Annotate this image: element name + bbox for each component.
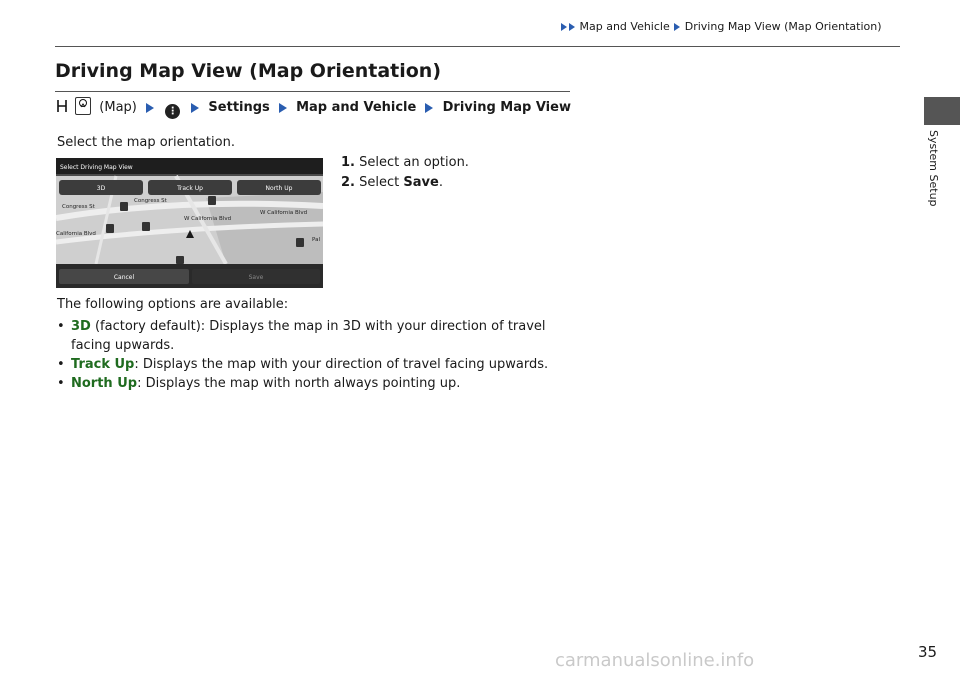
breadcrumb-item-map-and-vehicle[interactable]: Map and Vehicle xyxy=(579,20,670,33)
step-item xyxy=(341,153,469,173)
triangle-arrow-icon xyxy=(569,23,575,31)
screen-option-track-up[interactable]: Track Up xyxy=(177,185,203,192)
street-label: Pal xyxy=(312,237,320,243)
street-label: Congress St xyxy=(62,204,95,210)
triangle-arrow-icon xyxy=(561,23,567,31)
section-tab[interactable] xyxy=(924,97,960,125)
street-label: W California Blvd xyxy=(184,216,232,222)
map-icon xyxy=(75,97,91,115)
bullet-icon: • xyxy=(57,357,65,372)
breadcrumb-item-current: Driving Map View (Map Orientation) xyxy=(684,20,882,33)
screen-header: Select Driving Map View xyxy=(60,164,133,171)
option-description: : Displays the map with north always pointing up. xyxy=(137,376,461,391)
triangle-arrow-icon xyxy=(279,103,287,113)
list-item xyxy=(57,317,572,355)
nav-step-settings: Settings xyxy=(208,100,270,115)
watermark: carmanualsonline.info xyxy=(555,650,755,671)
screen-option-3d[interactable]: 3D xyxy=(96,185,106,192)
option-description: : Displays the map with your direction of travel facing upwards. xyxy=(134,357,549,372)
page-title: Driving Map View (Map Orientation) xyxy=(55,60,442,82)
breadcrumb xyxy=(560,20,882,33)
menu-icon: ⋮ xyxy=(165,104,180,119)
header-divider xyxy=(55,46,900,47)
street-label: California Blvd xyxy=(56,231,96,237)
home-icon xyxy=(57,99,67,113)
page-number: 35 xyxy=(918,643,938,661)
step-number: 2. xyxy=(341,175,355,190)
option-name: 3D xyxy=(71,319,91,334)
option-description: (factory default): Displays the map in 3D with your direction of travel facing upwards. xyxy=(71,319,546,353)
screen-cancel-button[interactable]: Cancel xyxy=(113,274,135,281)
step-text: Select an option. xyxy=(359,155,469,170)
list-item xyxy=(57,355,572,374)
map-label: (Map) xyxy=(99,100,137,115)
list-item xyxy=(57,374,572,393)
step-number: 1. xyxy=(341,155,355,170)
nav-step-map-and-vehicle: Map and Vehicle xyxy=(296,100,417,115)
step-item xyxy=(341,173,469,193)
nav-path xyxy=(57,97,571,119)
section-tab-label-wrap xyxy=(922,130,942,230)
screen-option-north-up[interactable]: North Up xyxy=(265,185,293,192)
option-name: North Up xyxy=(71,376,138,391)
triangle-arrow-icon xyxy=(191,103,199,113)
bullet-icon: • xyxy=(57,319,65,334)
step-text-end: . xyxy=(438,175,443,190)
screen-save-button[interactable]: Save xyxy=(248,274,264,281)
title-divider xyxy=(55,91,570,92)
steps-list xyxy=(341,153,469,193)
street-label: W California Blvd xyxy=(260,210,308,216)
options-list xyxy=(57,317,572,393)
screen-map xyxy=(56,158,323,288)
section-tab-label: System Setup xyxy=(927,130,940,207)
step-keyword-save: Save xyxy=(403,175,439,190)
triangle-arrow-icon xyxy=(674,23,680,31)
intro-text: Select the map orientation. xyxy=(57,135,235,150)
street-label: Congress St xyxy=(134,198,167,204)
screen-illustration xyxy=(56,158,323,288)
options-intro: The following options are available: xyxy=(57,297,289,312)
triangle-arrow-icon xyxy=(146,103,154,113)
bullet-icon: • xyxy=(57,376,65,391)
step-text: Select xyxy=(359,175,404,190)
option-name: Track Up xyxy=(71,357,135,372)
triangle-arrow-icon xyxy=(425,103,433,113)
nav-step-driving-map-view: Driving Map View xyxy=(442,100,571,115)
